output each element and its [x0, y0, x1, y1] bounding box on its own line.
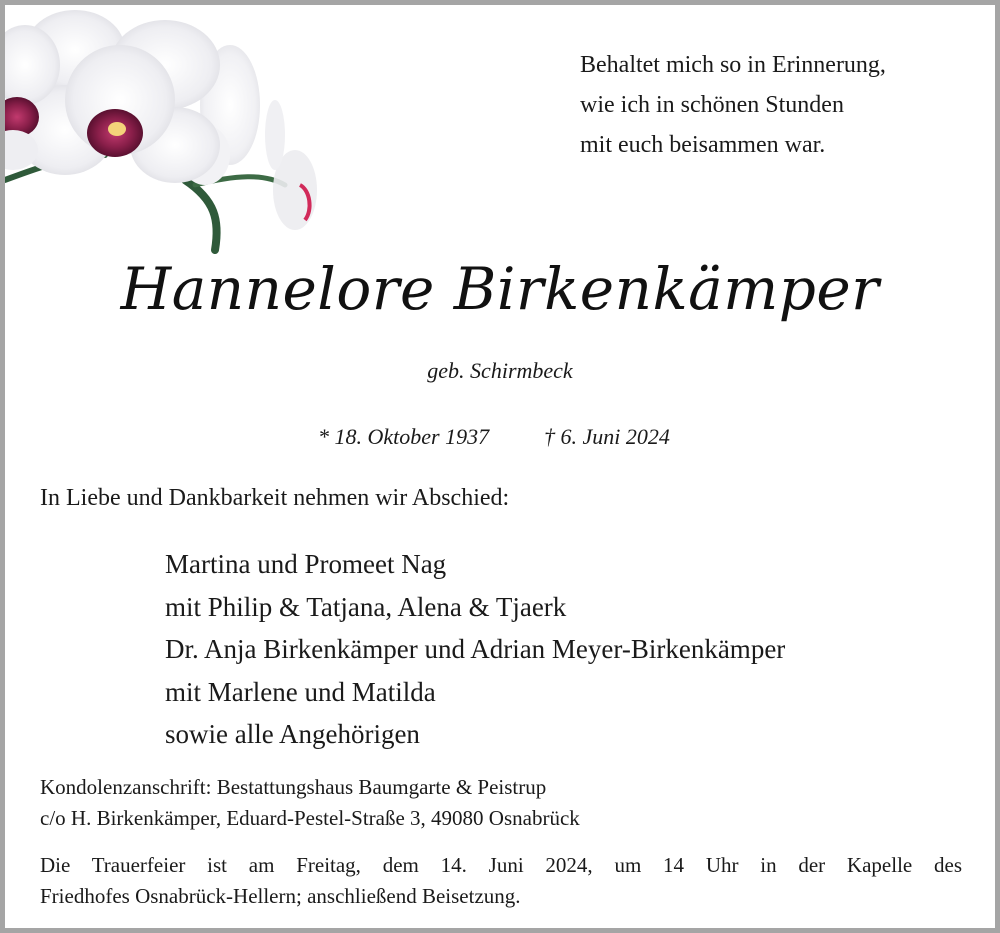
address-line: c/o H. Birkenkämper, Eduard-Pestel-Straße 3, 49080 Osnabrück	[40, 806, 580, 830]
quote-line: wie ich in schönen Stunden	[580, 92, 844, 118]
deceased-name: Hannelore Birkenkämper	[120, 255, 880, 323]
mourner-line: sowie alle Angehörigen	[165, 719, 420, 749]
quote-line: mit euch beisammen war.	[580, 132, 826, 158]
farewell-intro: In Liebe und Dankbarkeit nehmen wir Abschied:	[40, 485, 510, 511]
birth-name: geb. Schirmbeck	[427, 358, 573, 383]
ceremony-line: Die Trauerfeier ist am Freitag, dem 14. Juni 2024, um 14 Uhr in der Kapelle des	[40, 853, 962, 877]
death-date: † 6. Juni 2024	[544, 424, 670, 449]
memorial-quote	[580, 45, 886, 165]
birth-date: * 18. Oktober 1937	[318, 424, 490, 449]
mourner-line: mit Philip & Tatjana, Alena & Tjaerk	[165, 591, 567, 622]
mourner-line: Dr. Anja Birkenkämper und Adrian Meyer-Birkenkämper	[165, 634, 786, 664]
mourners-list	[165, 543, 785, 756]
address-line: Kondolenzanschrift: Bestattungshaus Baumgarte & Peistrup	[40, 775, 547, 799]
quote-line: Behaltet mich so in Erinnerung,	[580, 52, 886, 78]
funeral-ceremony-info	[40, 850, 962, 912]
mourner-line: mit Marlene und Matilda	[165, 676, 436, 707]
orchid-flower-image	[5, 5, 335, 260]
condolence-address	[40, 772, 580, 834]
mourner-line: Martina und Promeet Nag	[165, 549, 447, 579]
ceremony-line: Friedhofes Osnabrück-Hellern; anschließend Beisetzung.	[40, 884, 521, 908]
